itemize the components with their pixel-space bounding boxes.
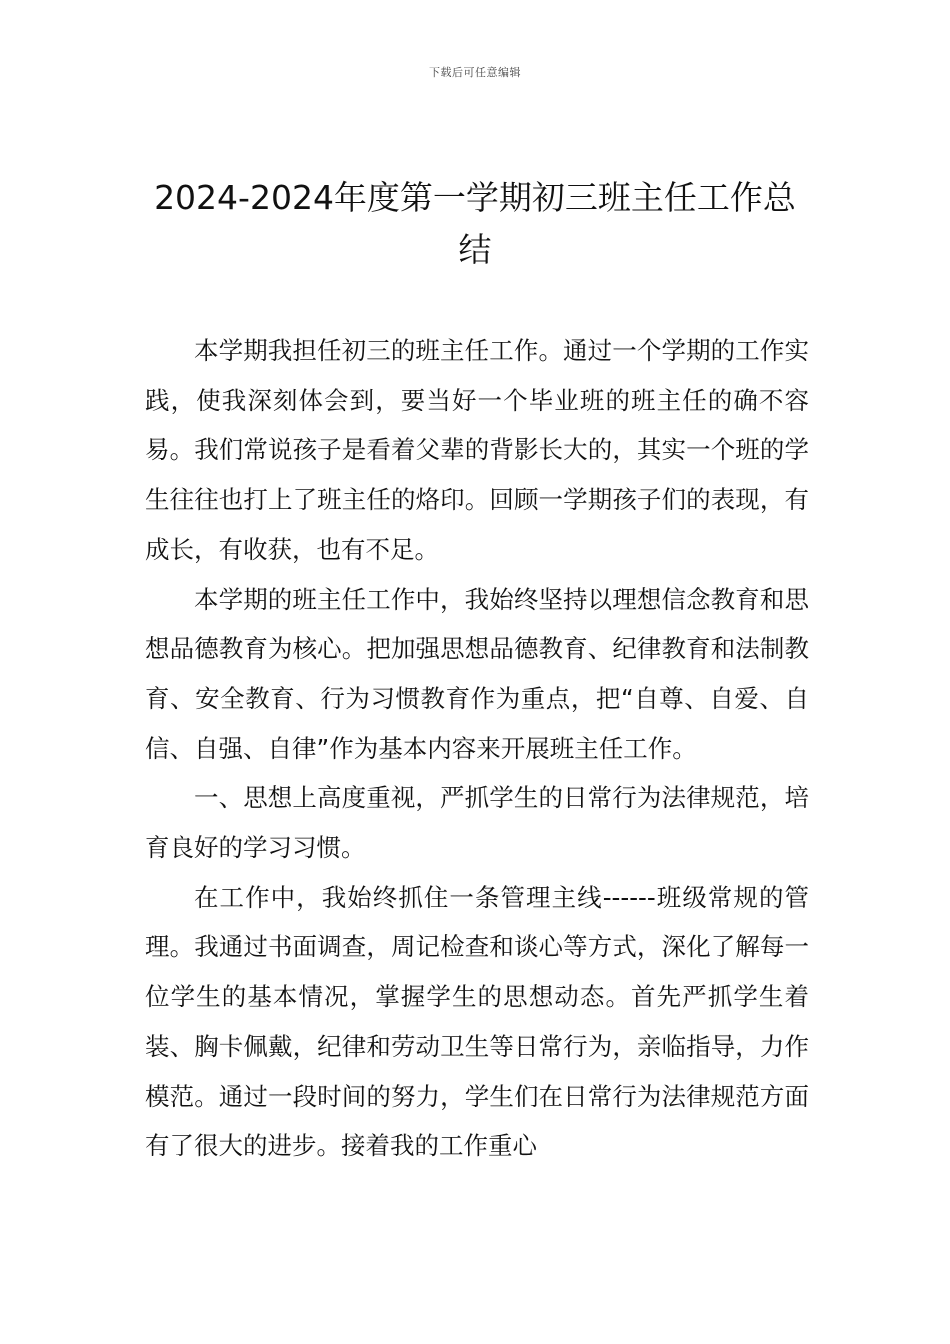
header-note: 下载后可任意编辑: [429, 66, 521, 79]
paragraph-intro: 本学期我担任初三的班主任工作。通过一个学期的工作实践，使我深刻体会到，要当好一个毕业班的班主任的确不容易。我们常说孩子是看着父辈的背影长大的，其实一个班的学生往往也打上了班主任的烙印。回顾一学期孩子们的表现，有成长，有收获，也有不足。: [145, 336, 809, 564]
document-body: [145, 326, 809, 1171]
document-title: 2024-2024年度第一学期初三班主任工作总结: [154, 178, 796, 269]
paragraph-class-routine: 在工作中，我始终抓住一条管理主线------班级常规的管理。我通过书面调查，周记检查和谈心等方式，深化了解每一位学生的基本情况，掌握学生的思想动态。首先严抓学生着装、胸卡佩戴，纪律和劳动卫生等日常行为，亲临指导，力作模范。通过一段时间的努力，学生们在日常行为法律规范方面有了很大的进步。接着我的工作重心: [145, 882, 809, 1161]
paragraph-core-work: 本学期的班主任工作中，我始终坚持以理想信念教育和思想品德教育为核心。把加强思想品德教育、纪律教育和法制教育、安全教育、行为习惯教育作为重点，把“自尊、自爱、自信、自强、自律”作为基本内容来开展班主任工作。: [145, 584, 809, 763]
paragraph-section-one-heading: 一、思想上高度重视，严抓学生的日常行为法律规范，培育良好的学习习惯。: [145, 783, 809, 863]
